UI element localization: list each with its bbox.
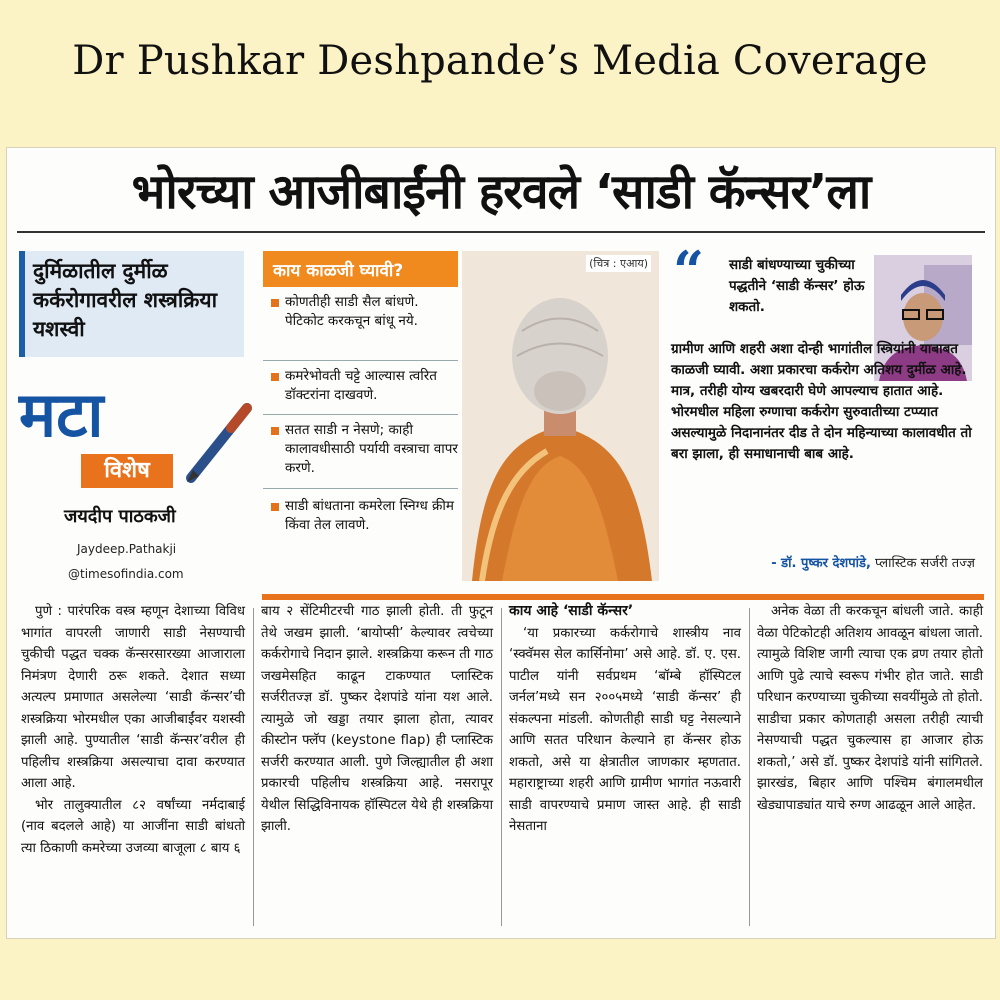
newspaper-clipping: [6, 147, 996, 939]
pen-icon: [169, 400, 259, 490]
care-tip-item: कमरेभोवती चट्टे आल्यास त्वरित डॉक्टरांना दाखवणे.: [263, 367, 458, 415]
column-divider: [749, 608, 750, 926]
quote-mark-icon: “: [673, 239, 705, 303]
care-tips-title: काय काळजी घ्यावी?: [263, 251, 458, 287]
article-subhead: दुर्मिळातील दुर्मीळ कर्करोगावरील शस्त्रक्रिया यशस्वी: [19, 251, 244, 357]
section-heading: काय आहे ‘साडी कॅन्सर’: [509, 603, 634, 619]
mata-logo-text: मटा: [19, 378, 104, 451]
article-column-3: [509, 601, 741, 838]
byline-email-domain: @timesofindia.com: [68, 567, 184, 581]
care-tip-item: साडी बांधताना कमरेला स्निग्ध क्रीम किंवा तेल लावणे.: [263, 497, 458, 557]
paragraph: ‘या प्रकारच्या कर्करोगाचे शास्त्रीय नाव ‘स्क्वॅमस सेल कार्सिनोमा’ असे आहे. डॉ. ए. एस. पाटील यांनी सर्वप्रथम ‘बॉम्बे हॉस्पिटल जर्नल’मध्ये सन २००५मध्ये ‘साडी कॅन्सर’ ही संकल्पना मांडली. कोणतीही साडी घट्ट नेसल्याने आणि सतत परिधान केल्याने हा कॅन्सर होऊ शकतो, असे या क्षेत्रातील जाणकार म्हणतात. महाराष्ट्राच्या शहरी आणि ग्रामीण भागांत नऊवारी साडी वापरण्याचे प्रमाण जास्त आहे. ही साडी नेसताना: [509, 625, 741, 834]
paragraph: पुणे : पारंपरिक वस्त्र म्हणून देशाच्या विविध भागांत वापरली जाणारी साडी नेसण्याची चुकीची पद्धत चक्क कॅन्सरसारख्या आजाराला निमंत्रण देणारी ठरू शकते. देशात सध्या अत्यल्प प्रमाणात असलेल्या ‘साडी कॅन्सर’ची शस्त्रक्रिया भोरमधील एका आजीबाईंवर यशस्वी झाली आहे. पुण्यातील ‘साडी कॅन्सर’वरील ही पहिलीच शस्त्रक्रिया असल्याचा दावा करण्यात आला आहे.: [21, 604, 245, 791]
mata-vishesh-logo: [19, 380, 249, 500]
attribution-name: - डॉ. पुष्कर देशपांडे,: [771, 556, 871, 571]
paragraph: बाय २ सेंटिमीटरची गाठ झाली होती. ती फुटून तेथे जखम झाली. ‘बायोप्सी’ केल्यावर त्वचेच्या कर्करोगाचे निदान झाले. शस्त्रक्रिया करून ती गाठ जखमेसहित काढून टाकण्यात प्लास्टिक सर्जरीतज्ज्ञ डॉ. पुष्कर देशपांडे यांना यश आले. त्यामुळे जो खड्डा तयार झाला होता, त्यावर कीस्टोन फ्लॅप (keystone flap) ही प्लास्टिक सर्जरी करण्यात आली. पुणे जिल्ह्यातील ही अशा प्रकारची पहिलीच शस्त्रक्रिया आहे. नसरापूर येथील सिद्धिविनायक हॉस्पिटल येथे ही शस्त्रक्रिया झाली.: [261, 604, 493, 834]
doctor-quote: [667, 239, 977, 581]
page-title: Dr Pushkar Deshpande’s Media Coverage: [72, 38, 928, 84]
article-column-2: [261, 601, 493, 838]
column-divider: [501, 608, 502, 926]
article-column-4: [757, 601, 983, 816]
article-headline: भोरच्या आजीबाईंनी हरवले ‘साडी कॅन्सर’ला: [131, 164, 871, 220]
attribution-role: प्लास्टिक सर्जरी तज्ज्ञ: [875, 556, 975, 571]
vishesh-label: विशेष: [81, 454, 173, 488]
column-divider: [253, 608, 254, 926]
paragraph: अनेक वेळा ती करकचून बांधली जाते. काही वेळा पेटिकोटही अतिशय आवळून बांधला जातो. त्यामुळे विशिष्ट जागी त्याचा एक व्रण तयार होतो आणि पुढे त्याचे स्वरूप गंभीर होत जाते. साडी परिधान करण्याच्या चुकीच्या सवयींमुळे तो होतो. साडीचा प्रकार कोणताही असला तरीही त्याची नेसण्याची पद्धत चुकल्यास हा आजार होऊ शकतो,’ असे डॉ. पुष्कर देशपांडे यांनी सांगितले. झारखंड, बिहार आणि पश्चिम बंगालमधील खेड्यापाड्यांत याचे रुग्ण आढळून आले आहेत.: [757, 604, 983, 813]
quote-attribution: [671, 553, 975, 571]
quote-body: ग्रामीण आणि शहरी अशा दोन्ही भागांतील स्त्रियांनी याबाबत काळजी घ्यावी. अशा प्रकारचा कर्करोग अतिशय दुर्मीळ आहे. मात्र, तरीही योग्य खबरदारी घेणे आपल्याच हातात आहे. भोरमधील महिला रुग्णाचा कर्करोग सुरुवातीच्या टप्प्यात असल्यामुळे निदानानंतर दीड ते दोन महिन्याच्या कालावधीत तो बरा झाला, ही समाधानाची बाब आहे.: [671, 341, 972, 462]
byline-email-name: Jaydeep.Pathakji: [77, 542, 177, 556]
care-tips-box: [263, 251, 458, 581]
article-column-1: [21, 601, 245, 859]
paragraph: भोर तालुक्यातील ८२ वर्षांच्या नर्मदाबाई (नाव बदलले आहे) या आजींना साडी बांधतो त्या ठिकाणी कमरेच्या उजव्या बाजूला ८ बाय ६: [21, 797, 245, 856]
headline-rule: [17, 231, 985, 233]
elderly-woman-image: [462, 251, 659, 581]
byline: जयदीप पाठकजी: [64, 506, 176, 527]
illustration-credit: (चित्र : एआय): [586, 255, 651, 272]
quote-intro: साडी बांधण्याच्या चुकीच्या पद्धतीने ‘साडी कॅन्सर’ होऊ शकतो.: [729, 257, 865, 315]
saree-woman-illustration: [462, 251, 659, 581]
section-divider: [262, 594, 984, 600]
care-tip-item: कोणतीही साडी सैल बांधणे. पेटिकोट करकचून बांधू नये.: [263, 293, 458, 361]
care-tip-item: सतत साडी न नेसणे; काही कालावधीसाठी पर्यायी वस्त्राचा वापर करणे.: [263, 421, 458, 489]
